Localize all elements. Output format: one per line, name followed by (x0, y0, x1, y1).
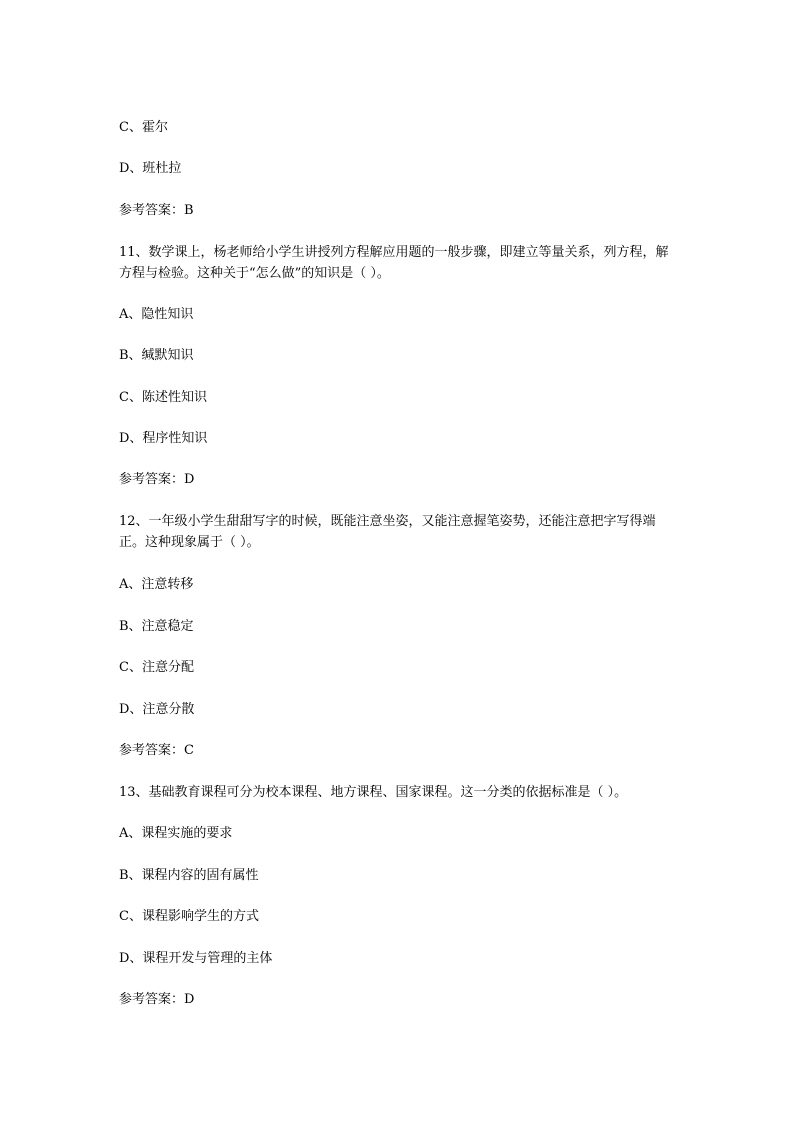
q11-option-b: B、缄默知识 (119, 348, 194, 363)
q10-option-c: C、霍尔 (119, 120, 168, 135)
q12-option-a: A、注意转移 (119, 577, 194, 592)
q13-option-a: A、课程实施的要求 (119, 826, 233, 841)
q11-option-a: A、隐性知识 (119, 307, 194, 322)
q11-option-c: C、陈述性知识 (119, 390, 207, 405)
q11-answer: 参考答案：D (119, 472, 195, 487)
q10-option-d: D、班杜拉 (119, 161, 182, 176)
q11-stem: 11、数学课上，杨老师给小学生讲授列方程解应用题的一般步骤，即建立等量关系，列方程，解方程与检验。这种关于“怎么做”的知识是（ ）。 (119, 245, 669, 281)
q11-option-d: D、程序性知识 (119, 431, 208, 446)
q13-option-d: D、课程开发与管理的主体 (119, 951, 273, 966)
q13-answer: 参考答案：D (119, 992, 195, 1007)
q13-option-c: C、课程影响学生的方式 (119, 909, 259, 924)
q12-option-d: D、注意分散 (119, 702, 195, 717)
q13-stem: 13、基础教育课程可分为校本课程、地方课程、国家课程。这一分类的依据标准是（ ）。 (119, 785, 628, 800)
q10-answer: 参考答案：B (119, 203, 194, 218)
q13-option-b: B、课程内容的固有属性 (119, 868, 259, 883)
q12-answer: 参考答案：C (119, 743, 194, 758)
q12-option-b: B、注意稳定 (119, 619, 194, 634)
q12-stem: 12、一年级小学生甜甜写字的时候，既能注意坐姿，又能注意握笔姿势，还能注意把字写得端正。这种现象属于（ ）。 (119, 514, 656, 550)
q12-option-c: C、注意分配 (119, 660, 194, 675)
